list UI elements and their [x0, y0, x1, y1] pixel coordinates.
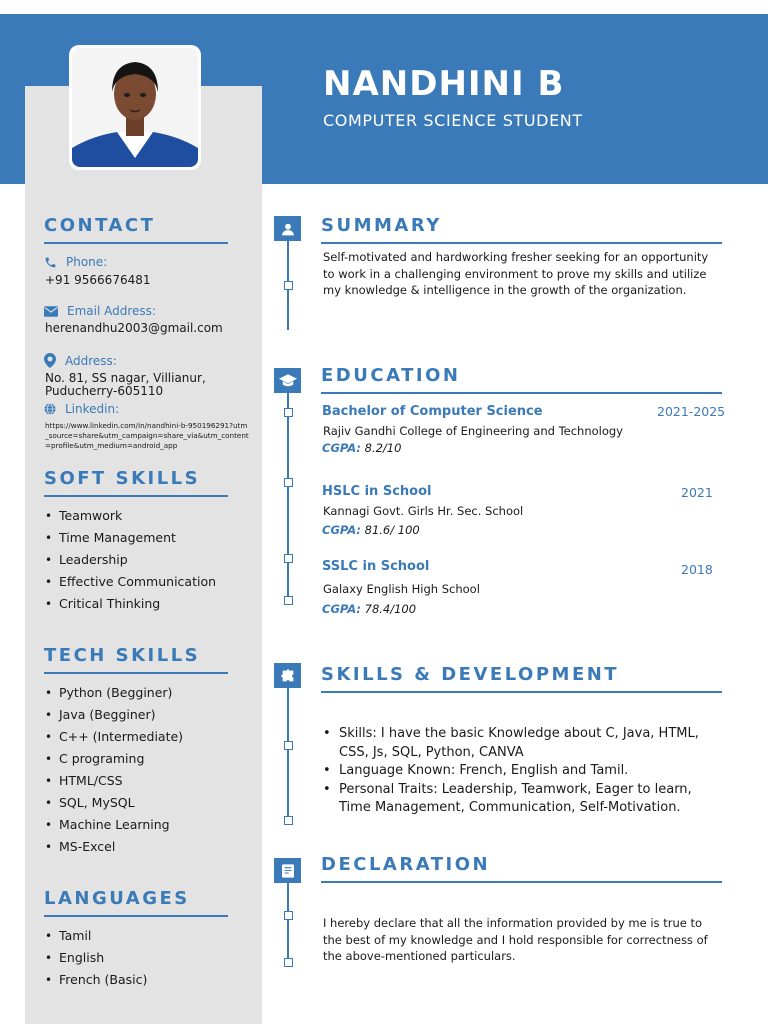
timeline-line — [287, 878, 289, 964]
declaration-heading: DECLARATION — [321, 854, 722, 883]
timeline-marker — [284, 596, 293, 605]
list-item: • Teamwork — [45, 508, 216, 530]
education-cgpa — [322, 441, 401, 455]
cgpa-value: 81.6/ 100 — [364, 523, 420, 537]
education-year: 2018 — [681, 562, 713, 577]
education-year: 2021-2025 — [657, 404, 726, 419]
timeline-line — [287, 686, 289, 824]
contact-heading: CONTACT — [44, 215, 228, 244]
cgpa-label: CGPA: — [322, 441, 361, 455]
profile-photo — [72, 48, 198, 167]
education-cgpa — [322, 602, 416, 616]
timeline-marker — [284, 816, 293, 825]
list-item: • Personal Traits: Leadership, Teamwork, Eager to learn, Time Management, Communication, Self-Motivation. — [323, 781, 723, 818]
list-item: • Language Known: French, English and Tamil. — [323, 762, 723, 781]
list-item: • Critical Thinking — [45, 596, 216, 618]
education-school: Kannagi Govt. Girls Hr. Sec. School — [323, 504, 524, 518]
timeline-marker — [284, 408, 293, 417]
list-item: • Effective Communication — [45, 574, 216, 596]
email-value: herenandhu2003@gmail.com — [45, 321, 223, 335]
skills-development-list — [323, 725, 723, 818]
education-school: Rajiv Gandhi College of Engineering and Technology — [323, 424, 623, 438]
timeline-marker — [284, 478, 293, 487]
address-label: Address: — [65, 353, 117, 368]
timeline-marker — [284, 911, 293, 920]
timeline-line — [287, 389, 289, 603]
list-item: • MS-Excel — [45, 839, 183, 861]
cgpa-value: 78.4/100 — [364, 602, 417, 616]
linkedin-label-row — [44, 402, 119, 416]
declaration-text: I hereby declare that all the information provided by me is true to the best of my knowledge and I hold responsible for correctness of the above-mentioned particulars. — [323, 916, 708, 963]
education-title: HSLC in School — [322, 484, 432, 499]
list-item: • Java (Begginer) — [45, 707, 183, 729]
address-label-row — [44, 353, 117, 368]
candidate-role: COMPUTER SCIENCE STUDENT — [323, 111, 583, 130]
timeline-marker — [284, 554, 293, 563]
list-item: • Machine Learning — [45, 817, 183, 839]
address-line-2: Puducherry-605110 — [45, 384, 164, 398]
list-item: • C++ (Intermediate) — [45, 729, 183, 751]
location-pin-icon — [44, 353, 56, 368]
email-label: Email Address: — [67, 304, 156, 318]
phone-label-row — [44, 255, 107, 269]
education-school: Galaxy English High School — [323, 582, 480, 596]
linkedin-url[interactable]: https://www.linkedin.com/in/nandhini-b-950196291?utm_source=share&utm_campaign=share_via&utm_content=profile&utm_medium=android_app — [45, 421, 249, 450]
timeline-marker — [284, 741, 293, 750]
list-item: • HTML/CSS — [45, 773, 183, 795]
education-year: 2021 — [681, 485, 713, 500]
email-label-row — [44, 304, 156, 318]
timeline-marker — [284, 281, 293, 290]
education-cgpa — [322, 523, 420, 537]
list-item: • Tamil — [45, 928, 147, 950]
timeline-marker — [284, 958, 293, 967]
education-title: Bachelor of Computer Science — [322, 404, 543, 419]
summary-text: Self-motivated and hardworking fresher seeking for an opportunity to work in a challenging environment to prove my skills and utilize my knowledge & intelligence in the growth of the organization. — [323, 250, 709, 297]
list-item: • Python (Begginer) — [45, 685, 183, 707]
list-item: • C programing — [45, 751, 183, 773]
email-icon — [44, 306, 58, 317]
cgpa-label: CGPA: — [322, 602, 361, 616]
certificate-icon — [274, 858, 301, 883]
profile-photo-illustration — [72, 48, 198, 167]
list-item: • Skills: I have the basic Knowledge about C, Java, HTML, CSS, Js, SQL, Python, CANVA — [323, 725, 723, 762]
list-item: • French (Basic) — [45, 972, 147, 994]
languages-list — [45, 928, 147, 994]
list-item: • Time Management — [45, 530, 216, 552]
puzzle-icon — [274, 663, 301, 688]
soft-skills-list — [45, 508, 216, 618]
summary-heading: SUMMARY — [321, 215, 722, 244]
soft-skills-heading: SOFT SKILLS — [44, 468, 228, 497]
user-icon — [274, 216, 301, 241]
phone-icon — [44, 256, 57, 269]
languages-heading: LANGUAGES — [44, 888, 228, 917]
tech-skills-heading: TECH SKILLS — [44, 645, 228, 674]
list-item: • English — [45, 950, 147, 972]
cgpa-label: CGPA: — [322, 523, 361, 537]
education-title: SSLC in School — [322, 559, 430, 574]
list-item: • Leadership — [45, 552, 216, 574]
address-line-1: No. 81, SS nagar, Villianur, — [45, 371, 206, 385]
list-item: • SQL, MySQL — [45, 795, 183, 817]
cgpa-value: 8.2/10 — [364, 441, 402, 455]
phone-label: Phone: — [66, 255, 108, 269]
graduation-cap-icon — [274, 368, 301, 393]
tech-skills-list — [45, 685, 183, 861]
globe-icon — [44, 403, 56, 415]
education-heading: EDUCATION — [321, 365, 722, 394]
candidate-name: NANDHINI B — [323, 64, 565, 104]
skills-development-heading: SKILLS & DEVELOPMENT — [321, 664, 722, 693]
profile-photo-frame — [69, 45, 201, 170]
phone-value: +91 9566676481 — [45, 273, 151, 287]
linkedin-label: Linkedin: — [65, 402, 120, 416]
